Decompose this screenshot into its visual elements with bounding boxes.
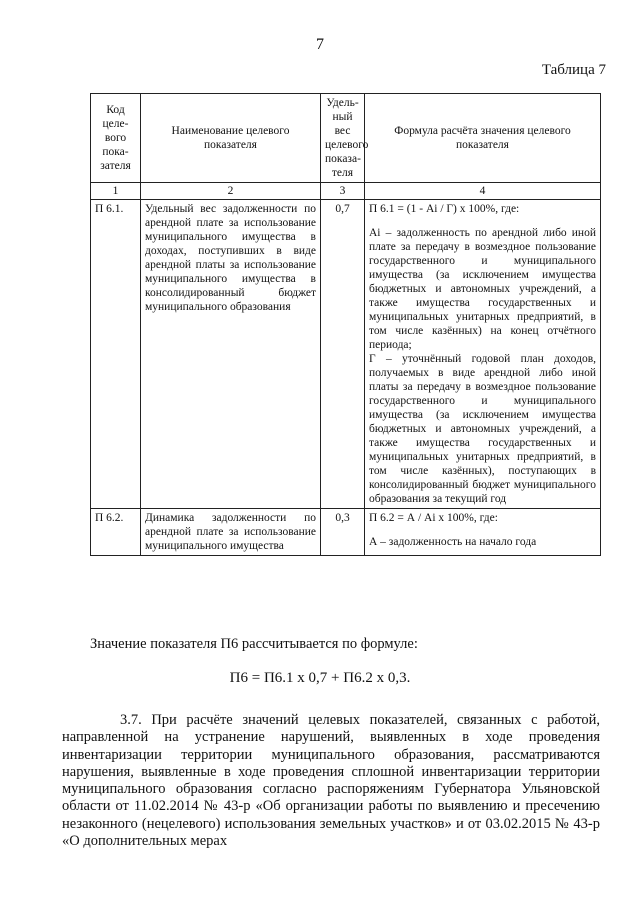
- row-code: П 6.1.: [91, 200, 141, 509]
- header-code: Код целе-вого пока-зателя: [91, 94, 141, 183]
- header-weight: Удель-ный вес целевого показа-теля: [321, 94, 365, 183]
- row-name: Динамика задолженности по арендной плате за использование муниципального имущества: [141, 509, 321, 556]
- column-number-row: [91, 183, 601, 200]
- table-row: [91, 200, 601, 509]
- header-formula: Формула расчёта значения целевого показателя: [365, 94, 601, 183]
- page-number: 7: [316, 36, 324, 53]
- table-row: [91, 509, 601, 556]
- table-header-row: [91, 94, 601, 183]
- row-explanation: А – задолженность на начало года: [369, 536, 537, 548]
- row-formula-cell: [365, 509, 601, 556]
- row-weight: 0,7: [321, 200, 365, 509]
- row-formula-cell: [365, 200, 601, 509]
- paragraph-text: 3.7. При расчёте значений целевых показателей, связанных с работой, направленной на устранение нарушений, выявленных в ходе проведения инвентаризации территории муниципального образования, рассматриваются нарушения, выявленные в ходе проведения сплошной инвентаризации территории муниципального образования согласно распоряжениям Губернатора Ульяновской области от 11.02.2014 № 43-р «Об организации работы по выявлению и пресечению незаконного (нецелевого) использования земельных участков» и от 03.02.2015 № 43-р «О дополнительных мерах: [62, 712, 600, 850]
- row-code: П 6.2.: [91, 509, 141, 556]
- column-number: 3: [321, 183, 365, 200]
- header-name: Наименование целевого показателя: [141, 94, 321, 183]
- row-explanation: Аi – задолженность по арендной либо иной плате за передачу в возмездное пользование государственного и муниципального имущества (за исключением имущества бюджетных и автономных учреждений, а также имущества государственных и муниципальных унитарных предприятий, в том числе казённых) на конец отчётного периода;: [369, 227, 596, 351]
- row-weight: 0,3: [321, 509, 365, 556]
- table-label: Таблица 7: [541, 62, 606, 78]
- indicator-table: [90, 93, 601, 556]
- column-number: 1: [91, 183, 141, 200]
- row-formula: П 6.1 = (1 - Аi / Г) х 100%, где:: [369, 203, 520, 215]
- main-formula: П6 = П6.1 х 0,7 + П6.2 х 0,3.: [229, 670, 411, 686]
- column-number: 2: [141, 183, 321, 200]
- row-explanation: Г – уточнённый годовой план доходов, получаемых в виде арендной либо иной платы за передачу в возмездное пользование государственного и муниципального имущества (за исключением имущества бюджетных и автономных учреждений, а также имущества государственных и муниципальных унитарных предприятий, в том числе казённых), поступающих в консолидированный бюджет муниципального образования за текущий год: [369, 353, 596, 505]
- row-name: Удельный вес задолженности по арендной плате за использование муниципального имущества в доходах, поступивших в виде арендной платы за использование муниципального имущества в консолидированный бюджет муниципального образования: [141, 200, 321, 509]
- intro-text: Значение показателя П6 рассчитывается по формуле:: [90, 636, 418, 652]
- column-number: 4: [365, 183, 601, 200]
- row-formula: П 6.2 = А / Аi х 100%, где:: [369, 512, 498, 524]
- paragraph-3-7: [62, 712, 600, 850]
